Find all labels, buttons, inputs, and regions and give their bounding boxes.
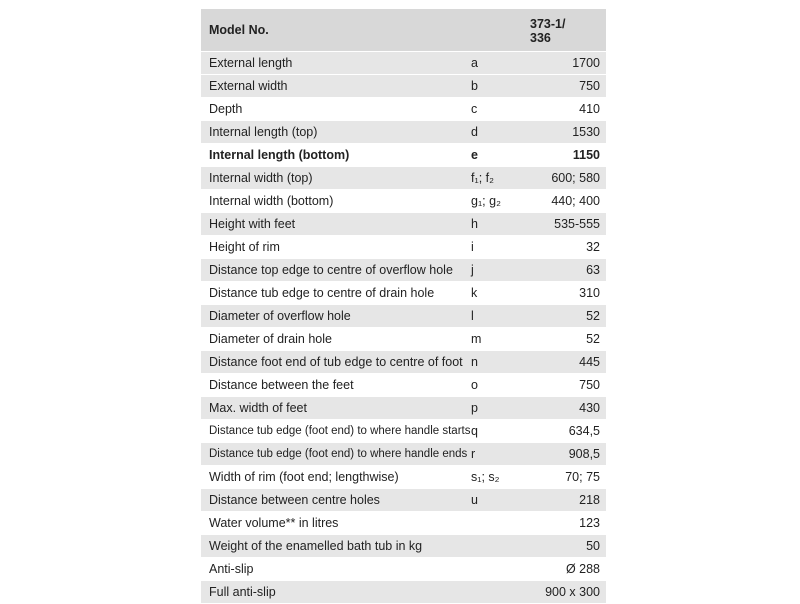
row-value: 50	[518, 535, 606, 558]
row-value: 634,5	[518, 420, 606, 443]
table-row	[201, 420, 606, 443]
table-row	[201, 98, 606, 121]
row-label: Diameter of drain hole	[201, 328, 463, 351]
table-row	[201, 259, 606, 282]
model-number-label: Model No.	[201, 9, 518, 52]
row-symbol	[463, 512, 518, 535]
row-label: Diameter of overflow hole	[201, 305, 463, 328]
row-value: 535-555	[518, 213, 606, 236]
row-symbol	[463, 535, 518, 558]
row-value: 310	[518, 282, 606, 305]
row-label: Internal width (bottom)	[201, 190, 463, 213]
row-symbol: s₁; s₂	[463, 466, 518, 489]
row-value: 410	[518, 98, 606, 121]
row-symbol: q	[463, 420, 518, 443]
row-symbol: l	[463, 305, 518, 328]
row-symbol	[463, 558, 518, 581]
row-label: Distance tub edge to centre of drain hole	[201, 282, 463, 305]
row-value: 32	[518, 236, 606, 259]
row-label: Distance tub edge (foot end) to where handle starts	[201, 420, 463, 443]
row-label: Full anti-slip	[201, 581, 463, 604]
row-label: Distance tub edge (foot end) to where handle ends	[201, 443, 463, 466]
row-value: 600; 580	[518, 167, 606, 190]
row-label: External width	[201, 75, 463, 98]
row-symbol: n	[463, 351, 518, 374]
row-symbol: e	[463, 144, 518, 167]
row-label: Max. width of feet	[201, 397, 463, 420]
row-label: Distance between centre holes	[201, 489, 463, 512]
table-row	[201, 282, 606, 305]
row-value: 750	[518, 374, 606, 397]
row-symbol: r	[463, 443, 518, 466]
row-symbol	[463, 581, 518, 604]
row-symbol: o	[463, 374, 518, 397]
row-label: Depth	[201, 98, 463, 121]
row-label: Anti-slip	[201, 558, 463, 581]
table-header-row	[201, 9, 606, 52]
row-symbol: p	[463, 397, 518, 420]
table-row	[201, 144, 606, 167]
row-value: 900 x 300	[518, 581, 606, 604]
table-row	[201, 512, 606, 535]
row-label: Internal length (top)	[201, 121, 463, 144]
table-row	[201, 351, 606, 374]
model-number-text: 373-1/ 336	[530, 17, 566, 45]
row-symbol: b	[463, 75, 518, 98]
table-row	[201, 167, 606, 190]
row-value: 63	[518, 259, 606, 282]
table-row	[201, 535, 606, 558]
row-label: Water volume** in litres	[201, 512, 463, 535]
table-row	[201, 213, 606, 236]
row-value: 445	[518, 351, 606, 374]
table-row	[201, 443, 606, 466]
row-symbol: c	[463, 98, 518, 121]
row-symbol: u	[463, 489, 518, 512]
model-number-value	[518, 9, 606, 52]
row-label: Distance top edge to centre of overflow hole	[201, 259, 463, 282]
row-symbol: j	[463, 259, 518, 282]
row-value: 440; 400	[518, 190, 606, 213]
row-symbol: f₁; f₂	[463, 167, 518, 190]
row-symbol: a	[463, 52, 518, 75]
row-label: Distance foot end of tub edge to centre of foot	[201, 351, 463, 374]
table-row	[201, 374, 606, 397]
table-row	[201, 397, 606, 420]
table-row	[201, 466, 606, 489]
row-value: 1150	[518, 144, 606, 167]
table-row	[201, 190, 606, 213]
row-symbol: i	[463, 236, 518, 259]
row-label: Weight of the enamelled bath tub in kg	[201, 535, 463, 558]
row-value: 218	[518, 489, 606, 512]
row-symbol: d	[463, 121, 518, 144]
table-row	[201, 581, 606, 604]
table-row	[201, 558, 606, 581]
row-value: 430	[518, 397, 606, 420]
row-value: 123	[518, 512, 606, 535]
row-value: 52	[518, 328, 606, 351]
row-value: 908,5	[518, 443, 606, 466]
table-row	[201, 489, 606, 512]
table-row	[201, 121, 606, 144]
table-row	[201, 328, 606, 351]
row-label: Internal width (top)	[201, 167, 463, 190]
row-value: 1700	[518, 52, 606, 75]
specification-table	[201, 9, 606, 604]
row-symbol: g₁; g₂	[463, 190, 518, 213]
table-row	[201, 305, 606, 328]
row-label: Distance between the feet	[201, 374, 463, 397]
row-symbol: m	[463, 328, 518, 351]
table-row	[201, 75, 606, 98]
table-row	[201, 52, 606, 75]
row-value: 70; 75	[518, 466, 606, 489]
row-label: Height of rim	[201, 236, 463, 259]
row-value: Ø 288	[518, 558, 606, 581]
table-row	[201, 236, 606, 259]
row-label: External length	[201, 52, 463, 75]
row-value: 750	[518, 75, 606, 98]
row-symbol: k	[463, 282, 518, 305]
row-value: 1530	[518, 121, 606, 144]
row-symbol: h	[463, 213, 518, 236]
row-label: Internal length (bottom)	[201, 144, 463, 167]
row-value: 52	[518, 305, 606, 328]
row-label: Width of rim (foot end; lengthwise)	[201, 466, 463, 489]
row-label: Height with feet	[201, 213, 463, 236]
